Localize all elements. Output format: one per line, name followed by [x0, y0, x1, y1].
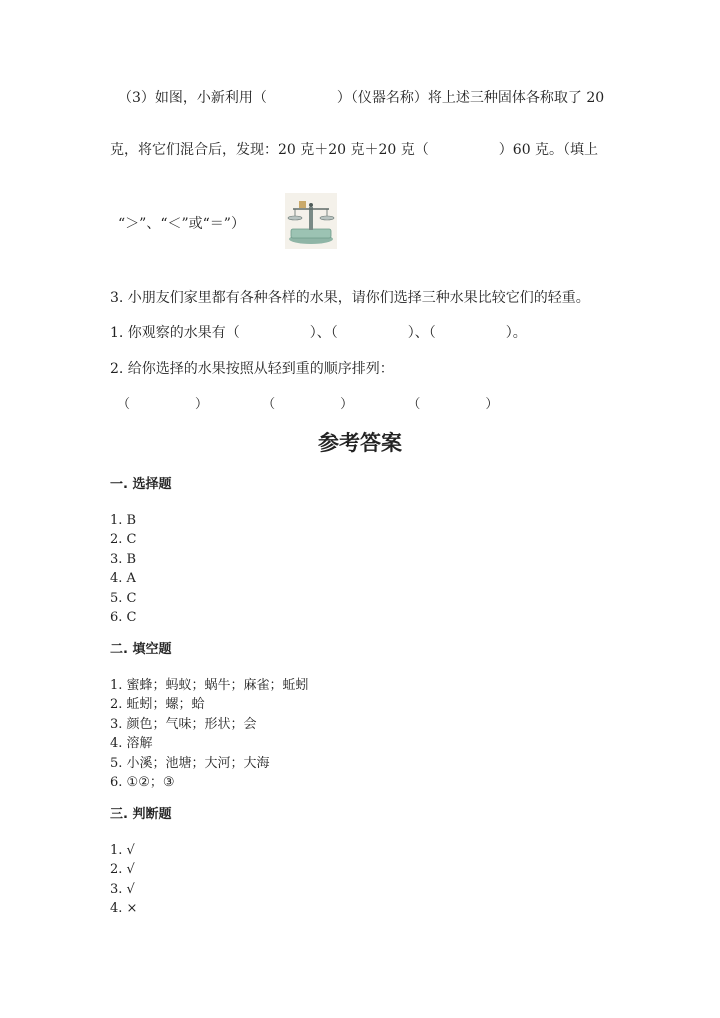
section-title-choice: 一. 选择题 — [110, 477, 172, 492]
question4-sub1: 1. 你观察的水果有（ ）、（ ）、（ ）。 — [110, 325, 527, 341]
judgment-answer-list — [110, 841, 137, 919]
section-title-judgment: 三. 判断题 — [110, 807, 172, 822]
balance-scale-image — [285, 193, 337, 249]
list-item: 6. ①②；③ — [110, 774, 175, 790]
question4-sub2: 2. 给你选择的水果按照从轻到重的顺序排列： — [110, 361, 394, 377]
list-item: 3. B — [110, 551, 137, 567]
list-item: 2. √ — [110, 862, 135, 878]
list-item: 2. 蚯蚓；螺；蛤 — [110, 697, 205, 713]
question3-line3: “＞”、“＜”或“＝”） — [118, 216, 245, 232]
list-item: 6. C — [110, 609, 137, 625]
list-item: 4. × — [110, 901, 138, 917]
list-item: 2. C — [110, 532, 137, 548]
list-item: 4. 溶解 — [110, 736, 153, 752]
answer-blank: （ ） — [407, 397, 499, 412]
choice-answer-list — [110, 511, 136, 627]
answer-key-title: 参考答案 — [318, 431, 402, 455]
question3-line1: （3）如图，小新利用（ ）（仪器名称）将上述三种固体各称取了 20 — [118, 90, 605, 106]
section-title-fill-blank: 二. 填空题 — [110, 642, 172, 657]
list-item: 3. 颜色；气味；形状；会 — [110, 716, 257, 732]
question4-stem: 3. 小朋友们家里都有各种各样的水果，请你们选择三种水果比较它们的轻重。 — [110, 290, 590, 306]
list-item: 1. √ — [110, 843, 135, 858]
question4-answer-blanks — [117, 396, 498, 414]
list-item: 4. A — [110, 571, 136, 587]
list-item: 3. √ — [110, 881, 135, 897]
answer-blank: （ ） — [262, 397, 354, 412]
list-item: 5. C — [110, 590, 137, 606]
fill-blank-answer-list — [110, 676, 309, 792]
question3-line2: 克，将它们混合后，发现：20 克＋20 克＋20 克（ ）60 克。（填上 — [110, 142, 599, 158]
list-item: 1. B — [110, 513, 137, 528]
answer-blank: （ ） — [117, 397, 209, 412]
list-item: 1. 蜜蜂；蚂蚁；蜗牛；麻雀；蚯蚓 — [110, 678, 309, 693]
list-item: 5. 小溪；池塘；大河；大海 — [110, 755, 270, 771]
